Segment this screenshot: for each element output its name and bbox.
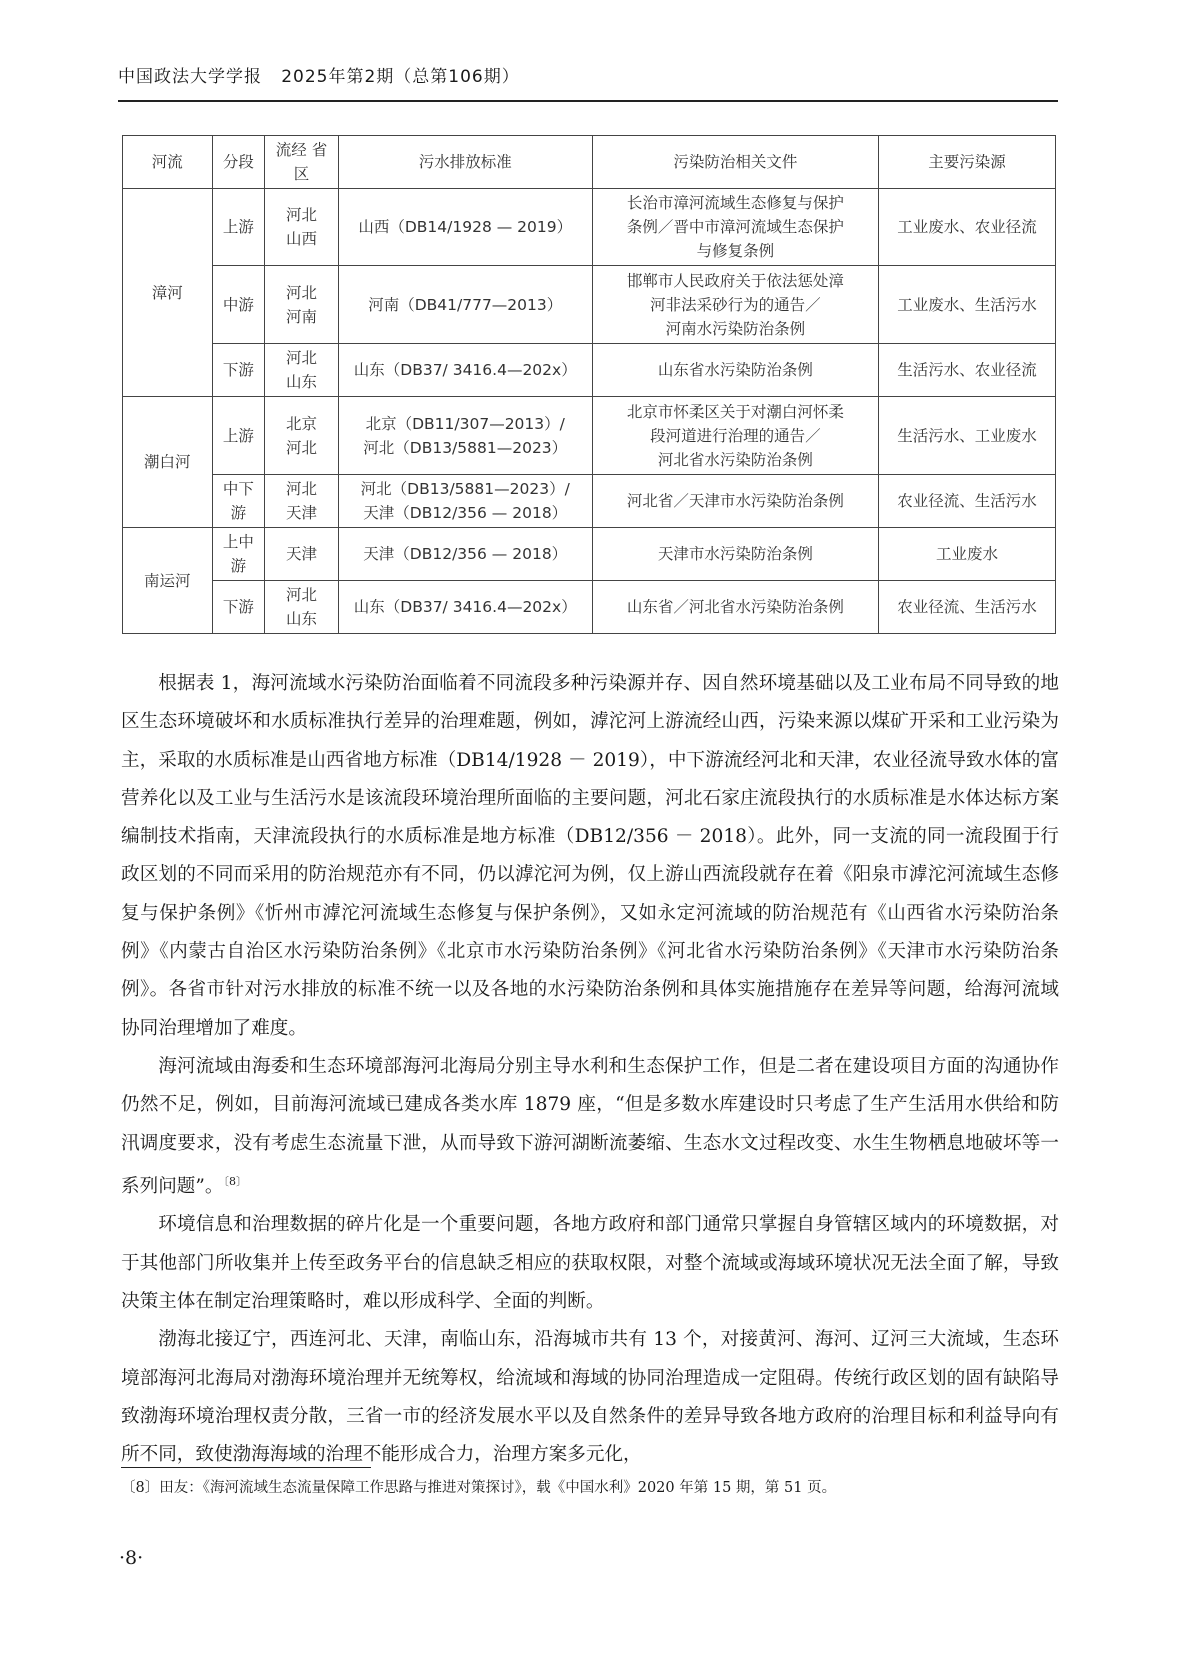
footnote-rule <box>121 1467 371 1468</box>
documents-cell: 河北省／天津市水污染防治条例 <box>592 475 878 528</box>
table-row <box>123 528 1056 581</box>
river-name-cell: 南运河 <box>123 528 213 634</box>
table-row <box>123 581 1056 634</box>
header-cell: 河流 <box>123 136 213 189</box>
provinces-cell: 河北 山东 <box>265 581 339 634</box>
standard-cell: 北京（DB11/307—2013）/ 河北（DB13/5881—2023） <box>338 397 592 475</box>
paragraph-text: 海河流域由海委和生态环境部海河北海局分别主导水利和生态保护工作，但是二者在建设项目方面的沟通协作仍然不足，例如，目前海河流域已建成各类水库 1879 座，“但是多数水库建设时只考虑了生产生活用水供给和防汛调度要求，没有考虑生态流量下泄，从而导致下游河湖断流萎缩、生态水文过程改变、水生生物栖息地破坏等一系列问题”。 <box>121 1055 1059 1198</box>
segment-cell: 中游 <box>212 266 265 344</box>
standard-cell: 天津（DB12/356 — 2018） <box>338 528 592 581</box>
paragraph: 环境信息和治理数据的碎片化是一个重要问题，各地方政府和部门通常只掌握自身管辖区域内的环境数据，对于其他部门所收集并上传至政务平台的信息缺乏相应的获取权限，对整个流域或海域环境状况无法全面了解，导致决策主体在制定治理策略时，难以形成科学、全面的判断。 <box>121 1214 1059 1312</box>
sources-cell: 农业径流、生活污水 <box>879 475 1056 528</box>
table-row <box>123 266 1056 344</box>
documents-cell: 邯郸市人民政府关于依法惩处漳 河非法采砂行为的通告／ 河南水污染防治条例 <box>592 266 878 344</box>
provinces-cell: 河北 山东 <box>265 344 339 397</box>
segment-cell: 下游 <box>212 581 265 634</box>
documents-cell: 天津市水污染防治条例 <box>592 528 878 581</box>
header-rule <box>118 100 1058 102</box>
documents-cell: 长治市漳河流域生态修复与保护 条例／晋中市漳河流域生态保护 与修复条例 <box>592 189 878 266</box>
provinces-cell: 河北 天津 <box>265 475 339 528</box>
standard-cell: 山西（DB14/1928 — 2019） <box>338 189 592 266</box>
paragraph: 根据表 1，海河流域水污染防治面临着不同流段多种污染源并存、因自然环境基础以及工业布局不同导致的地区生态环境破坏和水质标准执行差异的治理难题，例如，滹沱河上游流经山西，污染来源以煤矿开采和工业污染为主，采取的水质标准是山西省地方标准（DB14/1928 － 2019），中下游流经河北和天津，农业径流导致水体的富营养化以及工业与生活污水是该流段环境治理所面临的主要问题，河北石家庄流段执行的水质标准是水体达标方案编制技术指南，天津流段执行的水质标准是地方标准（DB12/356 － 2018）。此外，同一支流的同一流段囿于行政区划的不同而采用的防治规范亦有不同，仍以滹沱河为例，仅上游山西流段就存在着《阳泉市滹沱河流域生态修复与保护条例》《忻州市滹沱河流域生态修复与保护条例》，又如永定河流域的防治规范有《山西省水污染防治条例》《内蒙古自治区水污染防治条例》《北京市水污染防治条例》《河北省水污染防治条例》《天津市水污染防治条例》。各省市针对污水排放的标准不统一以及各地的水污染防治条例和具体实施措施存在差异等问题，给海河流域协同治理增加了难度。 <box>121 673 1059 1039</box>
table-row <box>123 189 1056 266</box>
documents-cell: 北京市怀柔区关于对潮白河怀柔 段河道进行治理的通告／ 河北省水污染防治条例 <box>592 397 878 475</box>
sources-cell: 生活污水、农业径流 <box>879 344 1056 397</box>
sources-cell: 工业废水、农业径流 <box>879 189 1056 266</box>
standard-cell: 山东（DB37/ 3416.4—202x） <box>338 581 592 634</box>
segment-cell: 下游 <box>212 344 265 397</box>
river-pollution-table <box>122 135 1056 634</box>
paragraph: 渤海北接辽宁，西连河北、天津，南临山东，沿海城市共有 13 个，对接黄河、海河、辽河三大流域，生态环境部海河北海局对渤海环境治理并无统筹权，给流域和海域的协同治理造成一定阻碍。传统行政区划的固有缺陷导致渤海环境治理权责分散，三省一市的经济发展水平以及自然条件的差异导致各地方政府的治理目标和利益导向有所不同，致使渤海海域的治理不能形成合力，治理方案多元化， <box>121 1329 1059 1466</box>
provinces-cell: 天津 <box>265 528 339 581</box>
header-cell: 分段 <box>212 136 265 189</box>
header-cell: 污染防治相关文件 <box>592 136 878 189</box>
header-cell: 污水排放标准 <box>338 136 592 189</box>
sources-cell: 工业废水、生活污水 <box>879 266 1056 344</box>
standard-cell: 河南（DB41/777—2013） <box>338 266 592 344</box>
river-name-cell: 漳河 <box>123 189 213 397</box>
documents-cell: 山东省水污染防治条例 <box>592 344 878 397</box>
issue-info: 2025年第2期（总第106期） <box>281 67 520 87</box>
sources-cell: 农业径流、生活污水 <box>879 581 1056 634</box>
footnote-ref: 〔8〕 <box>223 1174 247 1188</box>
provinces-cell: 河北 山西 <box>265 189 339 266</box>
segment-cell: 上中 游 <box>212 528 265 581</box>
standard-cell: 山东（DB37/ 3416.4—202x） <box>338 344 592 397</box>
header-cell: 主要污染源 <box>879 136 1056 189</box>
segment-cell: 上游 <box>212 397 265 475</box>
river-name-cell: 潮白河 <box>123 397 213 528</box>
journal-name: 中国政法大学学报 <box>118 67 262 87</box>
table-row <box>123 397 1056 475</box>
provinces-cell: 河北 河南 <box>265 266 339 344</box>
table-row <box>123 475 1056 528</box>
sources-cell: 生活污水、工业废水 <box>879 397 1056 475</box>
body-text <box>121 665 1059 1474</box>
table-row <box>123 344 1056 397</box>
running-header <box>118 62 520 87</box>
paragraph <box>121 1048 1059 1206</box>
segment-cell: 中下 游 <box>212 475 265 528</box>
header-cell: 流经 省区 <box>265 136 339 189</box>
page-number: ·8· <box>119 1547 144 1569</box>
standard-cell: 河北（DB13/5881—2023）/ 天津（DB12/356 — 2018） <box>338 475 592 528</box>
documents-cell: 山东省／河北省水污染防治条例 <box>592 581 878 634</box>
table-header-row <box>123 136 1056 189</box>
segment-cell: 上游 <box>212 189 265 266</box>
sources-cell: 工业废水 <box>879 528 1056 581</box>
footnote: 〔8〕田友：《海河流域生态流量保障工作思路与推进对策探讨》，载《中国水利》2020 年第 15 期，第 51 页。 <box>121 1480 837 1496</box>
provinces-cell: 北京 河北 <box>265 397 339 475</box>
